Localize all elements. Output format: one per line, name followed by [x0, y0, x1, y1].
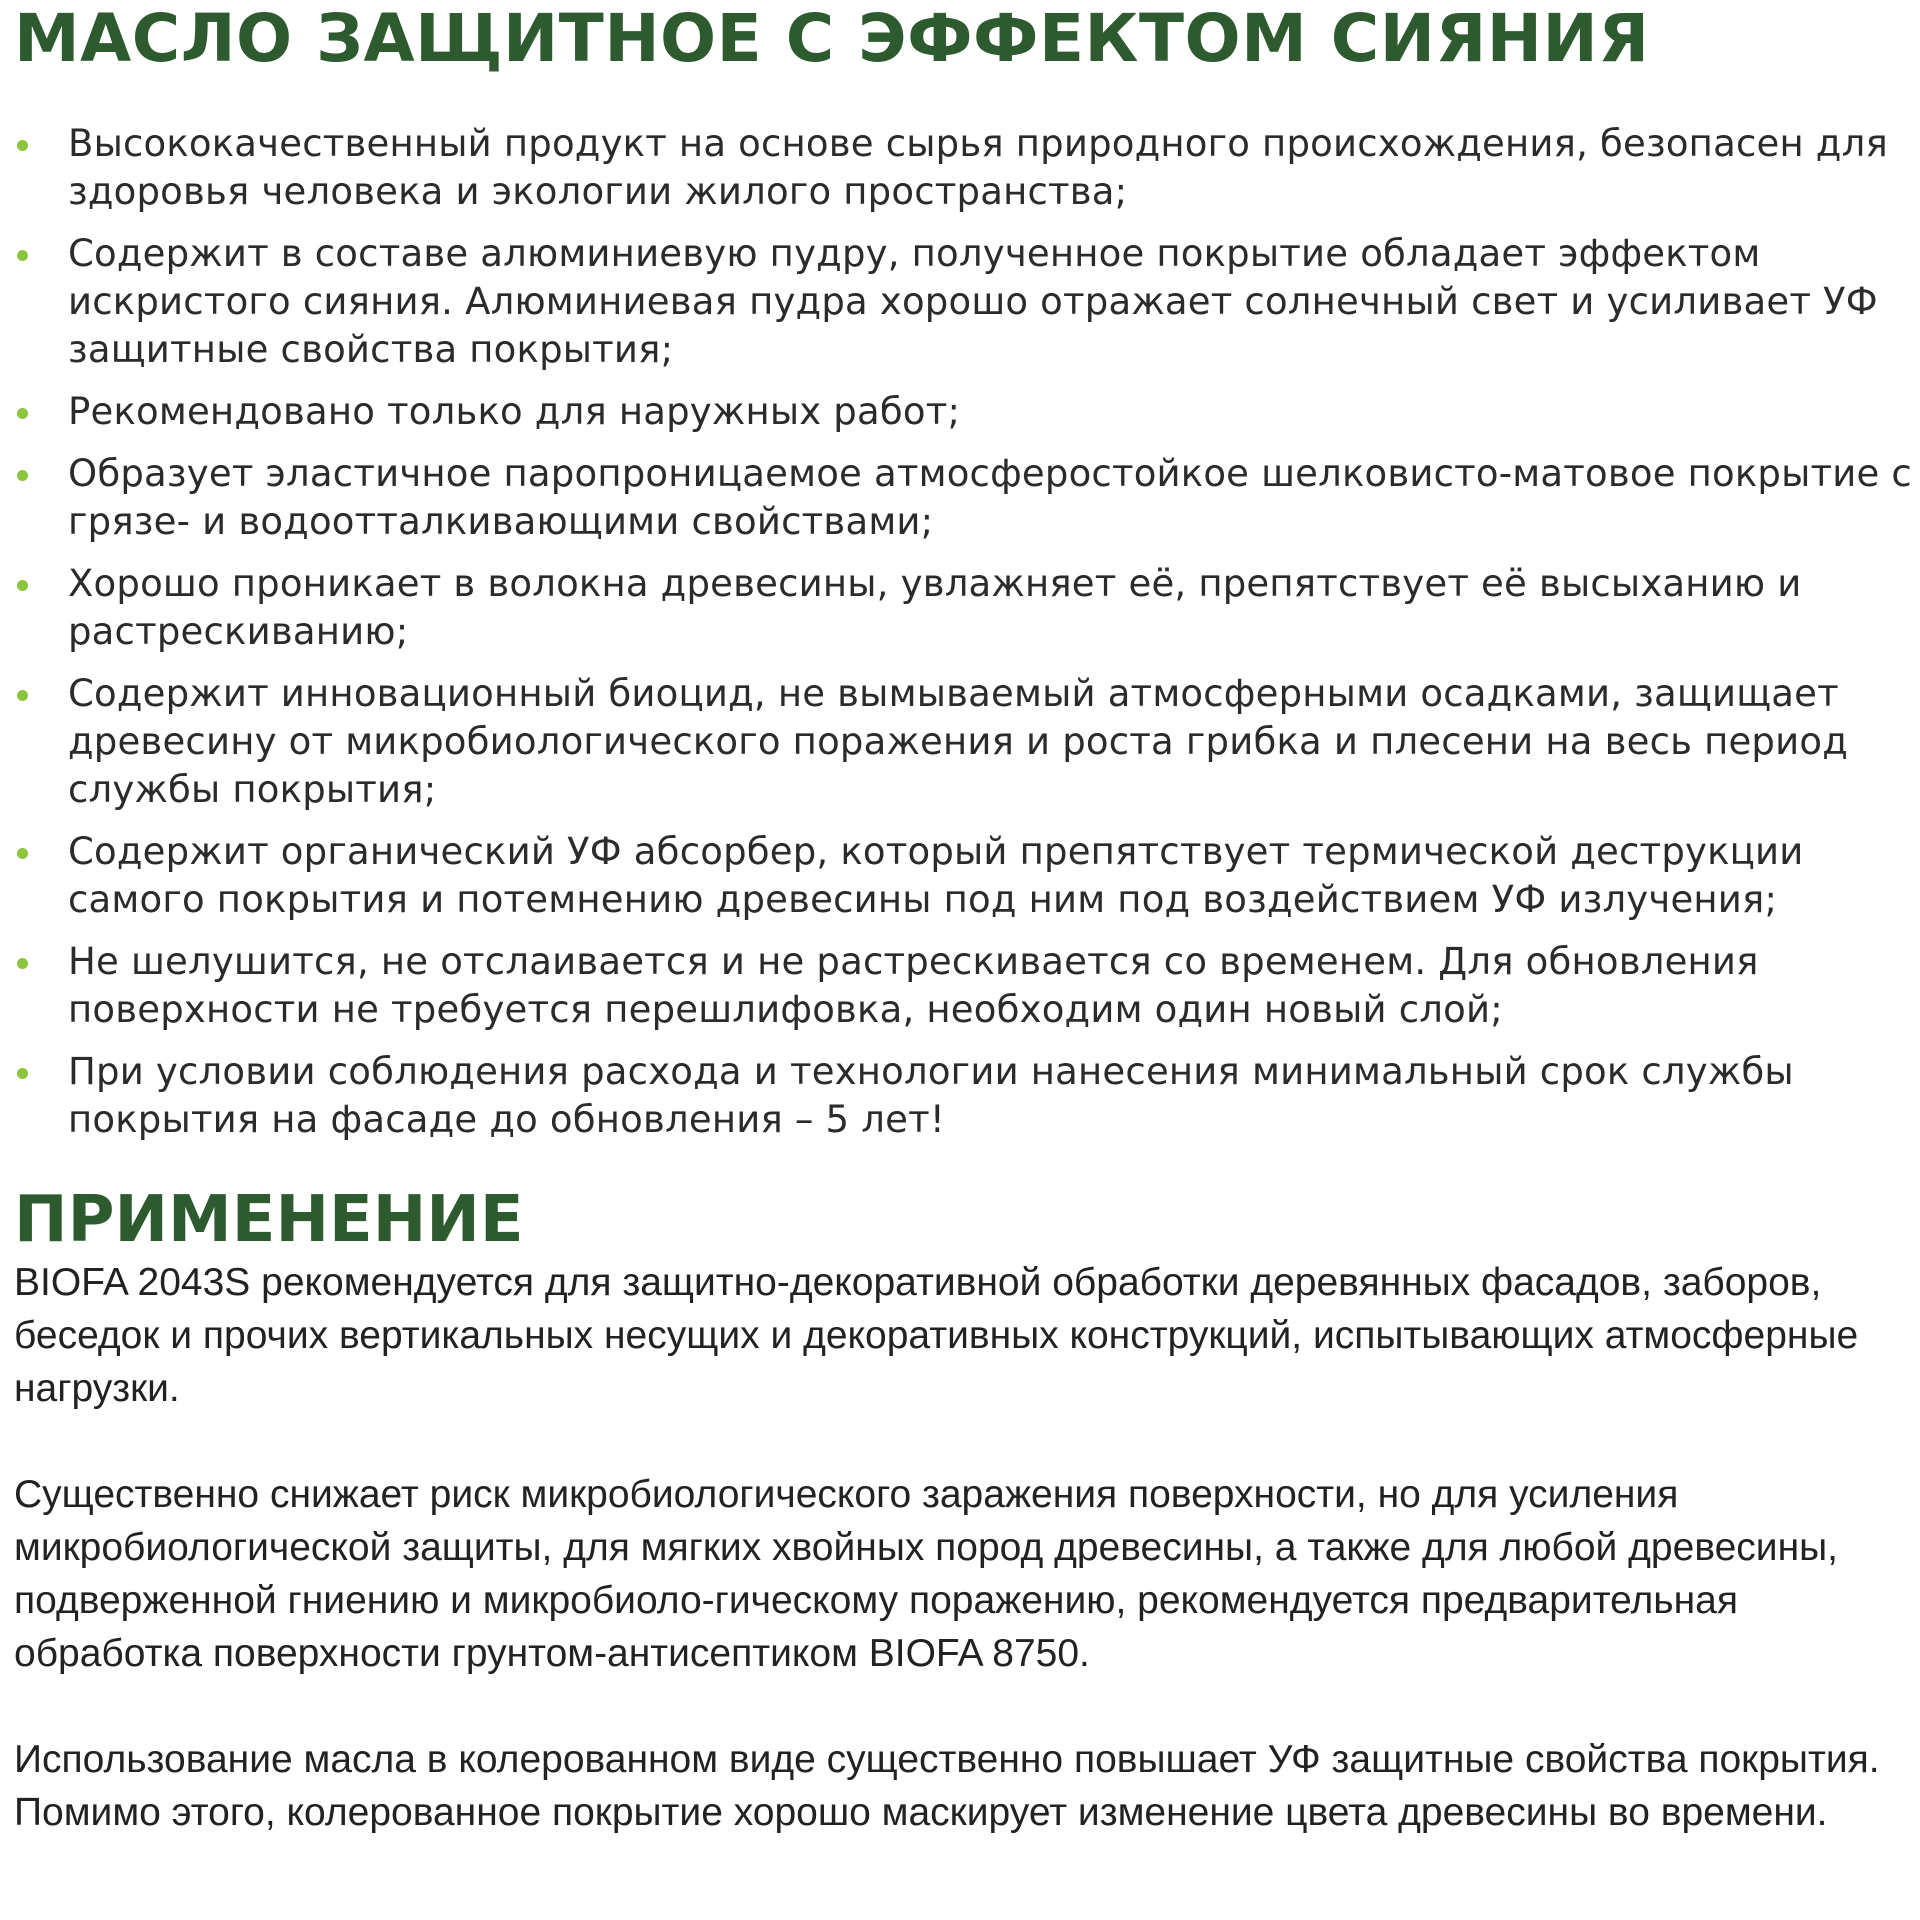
- feature-item: [14, 388, 1914, 436]
- feature-item: [14, 450, 1914, 546]
- application-paragraph: Использование масла в колерованном виде существенно повышает УФ защитные свойства покрытия. Помимо этого, колерованное покрытие хорошо маскирует изменение цвета древесины во времени.: [14, 1738, 1880, 1834]
- feature-text: Хорошо проникает в волокна древесины, увлажняет её, препятствует её высыханию и растрескиванию;: [68, 562, 1802, 653]
- application-paragraph: BIOFA 2043S рекомендуется для защитно-декоративной обработки деревянных фасадов, заборов, беседок и прочих вертикальных несущих и декоративных конструкций, испытывающих атмосферные нагрузки.: [14, 1261, 1859, 1410]
- bullet-dot-icon: [17, 958, 28, 969]
- feature-text: Не шелушится, не отслаивается и не растрескивается со временем. Для обновления поверхности не требуется перешлифовка, необходим один новый слой;: [68, 940, 1759, 1031]
- bullet-dot-icon: [17, 408, 28, 419]
- feature-text: Образует эластичное паропроницаемое атмосферостойкое шелковисто-матовое покрытие с грязе- и водоотталкивающими свойствами;: [68, 452, 1912, 543]
- feature-item: [14, 1048, 1914, 1144]
- bullet-dot-icon: [17, 470, 28, 481]
- feature-text: Содержит инновационный биоцид, не вымываемый атмосферными осадками, защищает древесину от микробиологического поражения и роста грибка и плесени на весь период службы покрытия;: [68, 672, 1848, 811]
- application-heading: ПРИМЕНЕНИЕ: [14, 1183, 524, 1257]
- feature-item: [14, 938, 1914, 1034]
- feature-list: [14, 120, 1914, 1144]
- bullet-dot-icon: [17, 1068, 28, 1079]
- feature-item: [14, 560, 1914, 656]
- page-title: МАСЛО ЗАЩИТНОЕ С ЭФФЕКТОМ СИЯНИЯ: [14, 0, 1650, 77]
- bullet-dot-icon: [17, 690, 28, 701]
- feature-text: Высококачественный продукт на основе сырья природного происхождения, безопасен для здоровья человека и экологии жилого пространства;: [68, 122, 1888, 213]
- feature-item: [14, 828, 1914, 924]
- feature-item: [14, 670, 1914, 814]
- feature-text: Содержит органический УФ абсорбер, который препятствует термической деструкции самого покрытия и потемнению древесины под ним под воздействием УФ излучения;: [68, 830, 1804, 921]
- bullet-dot-icon: [17, 848, 28, 859]
- feature-item: [14, 120, 1914, 216]
- feature-text: При условии соблюдения расхода и технологии нанесения минимальный срок службы покрытия на фасаде до обновления – 5 лет!: [68, 1050, 1794, 1141]
- feature-text: Содержит в составе алюминиевую пудру, полученное покрытие обладает эффектом искристого сияния. Алюминиевая пудра хорошо отражает солнечный свет и усиливает УФ защитные свойства покрытия;: [68, 232, 1878, 371]
- application-paragraph: Существенно снижает риск микробиологического заражения поверхности, но для усиления микробиологической защиты, для мягких хвойных пород древесины, а также для любой древесины, подверженной гниению и микробиоло-гическому поражению, рекомендуется предварительная обработка поверхности грунтом-антисептиком BIOFA 8750.: [14, 1473, 1838, 1675]
- bullet-dot-icon: [17, 250, 28, 261]
- bullet-dot-icon: [17, 580, 28, 591]
- bullet-dot-icon: [17, 140, 28, 151]
- feature-text: Рекомендовано только для наружных работ;: [68, 390, 961, 433]
- feature-item: [14, 230, 1914, 374]
